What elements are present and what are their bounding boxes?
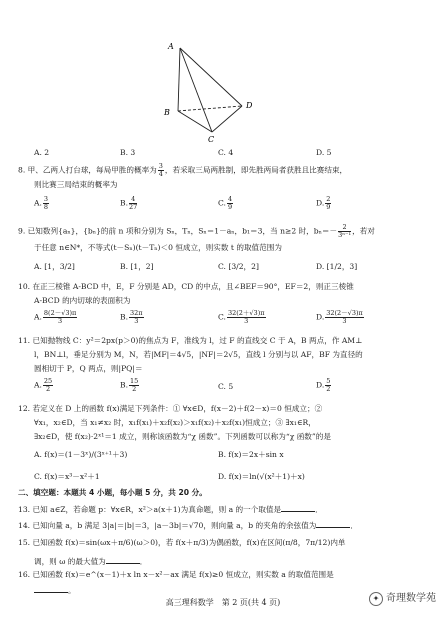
q15-answer-blank[interactable] bbox=[106, 555, 140, 564]
q8-option-b[interactable]: B. $\frac{4}{27}$ bbox=[120, 195, 138, 211]
q12-option-c[interactable]: C. f(x)＝x³－x²＋1 bbox=[34, 472, 100, 481]
q8-option-a[interactable]: A. $\frac{3}{8}$ bbox=[34, 195, 49, 211]
edge-ac bbox=[180, 48, 212, 132]
vertex-c-label: C bbox=[208, 135, 215, 144]
q12-text-3: ∃x₂∈D，使 f(x₂)·2ˣ¹＝1 成立，则称该函数为“χ 函数”。下列函数可以称为“χ 函数”的是 bbox=[34, 432, 331, 441]
q7-option-a[interactable]: A. 2 bbox=[34, 148, 50, 157]
q11-option-b[interactable]: B. $\frac{15}{2}$ bbox=[120, 377, 139, 393]
edge-ab bbox=[178, 48, 180, 111]
q12-option-b[interactable]: B. f(x)＝2x＋sin x bbox=[218, 450, 284, 459]
page-footer: 高三理科数学 第 2 页(共 4 页) bbox=[165, 598, 281, 607]
q16-text-1: 16. 已知函数 f(x)＝e^(x－1)＋x ln x－x²－ax 满足 f(x)≥0 恒成立，则实数 a 的取值范围是 bbox=[18, 570, 334, 579]
q8-option-c[interactable]: C. $\frac{4}{9}$ bbox=[218, 195, 233, 211]
q14-answer-blank[interactable] bbox=[316, 519, 350, 528]
vertex-b-label: B bbox=[164, 108, 170, 117]
q8-option-d[interactable]: D. $\frac{2}{9}$ bbox=[316, 195, 331, 211]
q8-text-2: ，若采取三局两胜制，即先胜两局者获胜且比赛结束， bbox=[164, 165, 348, 175]
edge-bc bbox=[178, 111, 212, 132]
watermark-text: 奇理数学苑 bbox=[386, 592, 436, 604]
q13: 13. 已知 a∈Z，若命题 p：∀x∈R，x²＞a(x＋1)为真命题，则 a 的一个取值是 ． bbox=[18, 505, 323, 514]
tetrahedron-figure bbox=[160, 40, 270, 146]
q12-text-1: 12. 若定义在 D 上的函数 f(x)满足下列条件：① ∀x∈D，f(x－2)＋f(2－x)＝0 恒成立；② bbox=[18, 404, 323, 413]
q8-text-1: 8. 甲、乙两人打台球，每局甲胜的概率为 bbox=[18, 165, 157, 175]
q15-text-1: 15. 已知函数 f(x)＝sin(ωx＋π/6)(ω＞0)，若 f(x＋π/3)为偶函数，f(x)在区间(π/8，7π/12)内单 bbox=[18, 538, 346, 547]
section-heading-fill-in: 二、填空题：本题共 4 小题，每小题 5 分，共 20 分。 bbox=[18, 488, 207, 497]
q10-option-a[interactable]: A. $\frac{8(2-√3)\pi}{3}$ bbox=[34, 309, 77, 325]
q10-option-b[interactable]: B. $\frac{32\pi}{3}$ bbox=[120, 309, 143, 325]
q9-option-b[interactable]: B. [1，2] bbox=[120, 262, 154, 271]
q11-text-1: 11. 已知抛物线 C：y²＝2px(p＞0)的焦点为 F，准线为 l，过 F 的直线交 C 于 A，B 两点，作 AM⊥ bbox=[18, 336, 363, 345]
q15-text-2: 调，则 ω 的最大值为 ． bbox=[34, 557, 148, 566]
wechat-icon: ✦ bbox=[369, 592, 383, 606]
q11-option-a[interactable]: A. $\frac{25}{2}$ bbox=[34, 377, 53, 393]
q8-stem bbox=[18, 163, 347, 178]
q9-text-2: 于任意 n∈N*，不等式(t－Sₙ)(t－Tₙ)＜0 恒成立，则实数 t 的取值范围为 bbox=[34, 243, 282, 252]
q10-option-c[interactable]: C. $\frac{32(2+√3)\pi}{3}$ bbox=[218, 309, 265, 325]
q11-text-2: l，BN⊥l，垂足分别为 M，N，若|MF|＝4√5，|NF|＝2√5，直线 l 分别与以 AF，BF 为直径的 bbox=[34, 350, 363, 359]
q12-text-2: ∀x₁，x₂∈D，当 x₁≠x₂ 时，x₁f(x₁)＋x₂f(x₂)＞x₁f(x₂)＋x₂f(x₁)恒成立；③ ∃x₁∈R， bbox=[34, 418, 316, 427]
q14: 14. 已知向量 a，b 满足 3|a|＝|b|＝3，|a－3b|＝√70，则向量 a，b 的夹角的余弦值为 ． bbox=[18, 521, 358, 530]
vertex-a-label: A bbox=[168, 42, 174, 51]
q11-text-3: 圆相切于 P，Q 两点，则|PQ|＝ bbox=[34, 364, 143, 373]
q16-text-2: 。 bbox=[34, 584, 76, 595]
q8-text-3: 则比赛三局结束的概率为 bbox=[34, 180, 118, 189]
q9-stem: 9. 已知数列{aₙ}，{bₙ}的前 n 项和分别为 Sₙ，Tₙ，Sₙ＝1－aₙ，b₁＝3，当 n≥2 时，bₙ＝－ $\frac{2}{\text{3ⁿ⁻¹}}$ ，若对 bbox=[18, 223, 375, 239]
q10-text-1: 10. 在正三棱锥 A-BCD 中，E，F 分别是 AD，CD 的中点，且∠BEF＝90°，EF＝2，则正三棱锥 bbox=[18, 282, 354, 291]
vertex-d-label: D bbox=[246, 101, 253, 110]
q13-answer-blank[interactable] bbox=[281, 503, 315, 512]
q9-option-a[interactable]: A. [1，3/2] bbox=[34, 262, 75, 271]
q12-option-a[interactable]: A. f(x)＝(1－3ˣ)/(3ˣ⁺¹＋3) bbox=[34, 450, 128, 459]
edge-ad bbox=[180, 48, 242, 106]
q11-option-d[interactable]: D. $\frac{5}{2}$ bbox=[316, 377, 331, 393]
q8-fraction: $\frac{3}{4}$ bbox=[158, 162, 163, 178]
q7-option-d[interactable]: D. 5 bbox=[316, 148, 332, 157]
q11-option-c[interactable]: C. 5 bbox=[218, 382, 234, 391]
edge-cd bbox=[212, 106, 242, 132]
watermark bbox=[369, 592, 436, 606]
q7-option-b[interactable]: B. 3 bbox=[120, 148, 136, 157]
q16-answer-blank[interactable] bbox=[34, 584, 68, 593]
q12-option-d[interactable]: D. f(x)＝ln(√(x²＋1)＋x) bbox=[218, 472, 305, 481]
q9-option-d[interactable]: D. [1/2，3] bbox=[316, 262, 358, 271]
edge-bd bbox=[178, 106, 242, 111]
q10-text-2: A-BCD 的内切球的表面积为 bbox=[34, 296, 131, 305]
q7-option-c[interactable]: C. 4 bbox=[218, 148, 234, 157]
q9-option-c[interactable]: C. [3/2，2] bbox=[218, 262, 259, 271]
q10-option-d[interactable]: D. $\frac{32(2-√3)\pi}{3}$ bbox=[316, 309, 363, 325]
